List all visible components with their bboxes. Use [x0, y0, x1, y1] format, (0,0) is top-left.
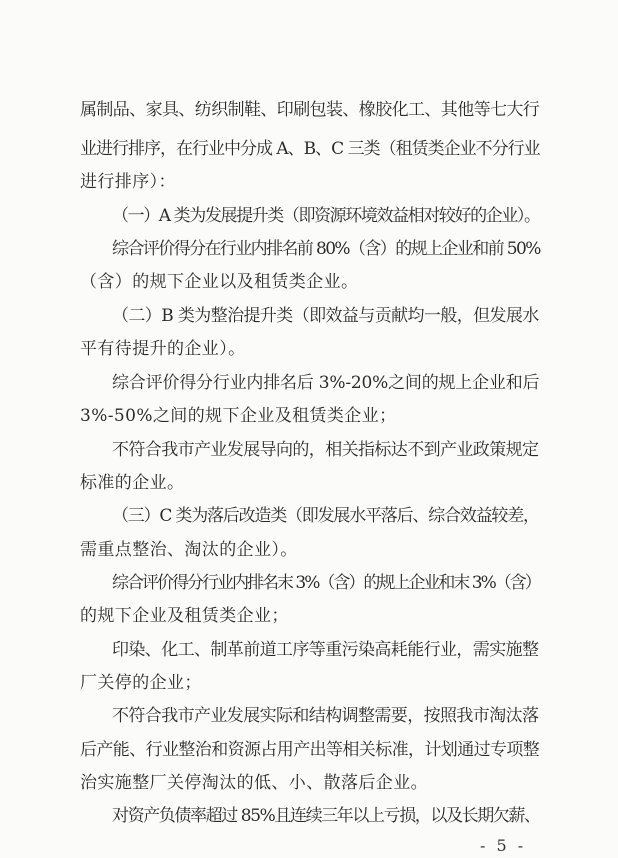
text-line: 标准的企业。 — [80, 473, 185, 493]
text-line: 平有待提升的企业）。 — [80, 339, 246, 359]
text-line: 不符合我市产业发展实际和结构调整需要，按照我市淘汰落 — [112, 706, 539, 726]
section-heading-c: （三）C 类为落后改造类（即发展水平落后、综合效益较差， — [112, 506, 539, 526]
text-line: 不符合我市产业发展导向的，相关指标达不到产业政策规定 — [112, 440, 539, 460]
text-line: （含）的规下企业以及租赁类企业。 — [80, 272, 359, 292]
text-line: 印染、化工、制革前道工序等重污染高耗能行业，需实施整 — [112, 640, 539, 660]
text-line: 综合评价得分行业内排名后 3%-20%之间的规上企业和后 — [112, 373, 540, 393]
text-line: 综合评价得分在行业内排名前 80%（含）的规上企业和前 50% — [112, 239, 540, 259]
text-line: 后产能、行业整治和资源占用产出等相关标准，计划通过专项整 — [80, 740, 540, 760]
text-line: 属制品、家具、纺织制鞋、印刷包装、橡胶化工、其他等七大行 — [80, 100, 540, 120]
section-heading-b: （二）B 类为整治提升类（即效益与贡献均一般，但发展水 — [112, 306, 539, 326]
text-line: 业进行排序，在行业中分成 A、B、C 三类（租赁类企业不分行业 — [80, 139, 540, 159]
text-line: 治实施整厂关停淘汰的低、小、散落后企业。 — [80, 773, 428, 793]
text-line: 厂关停的企业； — [80, 673, 202, 693]
section-heading-a: （一）A 类为发展提升类（即资源环境效益相对较好的企业）。 — [112, 206, 540, 226]
text-line: 对资产负债率超过 85%且连续三年以上亏损，以及长期欠薪、 — [112, 806, 540, 826]
text-line: 进行排序）： — [80, 172, 176, 192]
text-line: 综合评价得分行业内排名末 3%（含）的规上企业和末 3%（含） — [112, 573, 540, 593]
text-line: 需重点整治、淘汰的企业）。 — [80, 540, 298, 560]
text-line: 的规下企业及租赁类企业； — [80, 606, 289, 626]
text-line: 3%-50%之间的规下企业及租赁类企业； — [80, 406, 397, 426]
page-number: - 5 - — [480, 836, 527, 855]
